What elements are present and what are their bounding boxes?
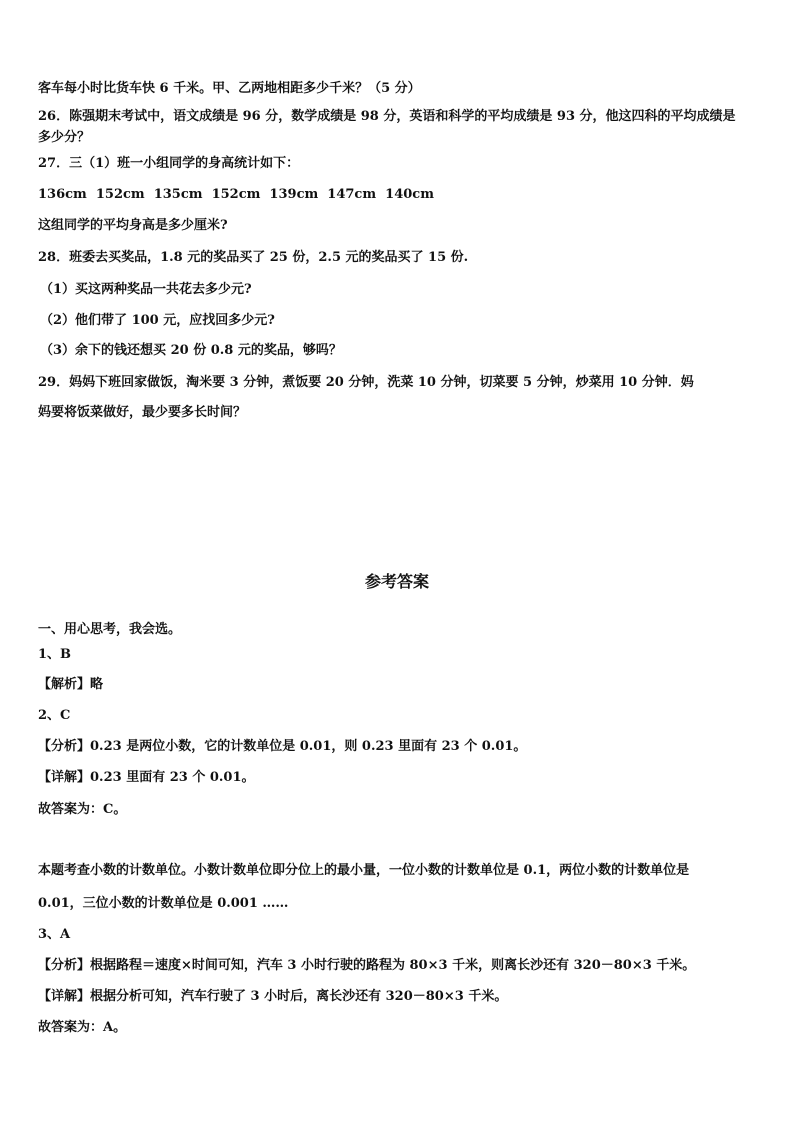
question-29-line-1: 29．妈妈下班回家做饭，淘米要 3 分钟，煮饭要 20 分钟，洗菜 10 分钟，切菜要 5 分钟，炒菜用 10 分钟．妈 [38,375,694,390]
question-25-continuation: 客车每小时比货车快 6 千米。甲、乙两地相距多少千米？（5 分） [38,81,421,96]
question-26-line-2: 多少分？ [38,130,91,145]
question-28-sub-2: （2）他们带了 100 元，应找回多少元? [40,313,275,328]
answers-section-1-heading: 一、用心思考，我会选。 [38,622,182,637]
answer-2-note-line-1: 本题考查小数的计数单位。小数计数单位即分位上的最小量，一位小数的计数单位是 0.1，两位小数的计数单位是 [38,863,690,878]
answer-2-fenxi: 【分析】0.23 是两位小数，它的计数单位是 0.01，则 0.23 里面有 23 个 0.01。 [38,739,527,754]
answer-3-conclusion: 故答案为：A。 [38,1020,127,1035]
answer-2-conclusion: 故答案为：C。 [38,802,127,817]
answer-1-analysis: 【解析】略 [38,677,104,692]
answer-3-fenxi: 【分析】根据路程＝速度×时间可知，汽车 3 小时行驶的路程为 80×3 千米，则离长沙还有 320－80×3 千米。 [38,958,696,973]
answer-2: 2、C [38,708,71,723]
answer-3-xiangjie: 【详解】根据分析可知，汽车行驶了 3 小时后，离长沙还有 320－80×3 千米。 [38,989,508,1004]
answer-2-xiangjie: 【详解】0.23 里面有 23 个 0.01。 [38,770,255,785]
question-27-line-3: 这组同学的平均身高是多少厘米? [38,218,228,233]
question-27-line-1: 27．三（1）班一小组同学的身高统计如下： [38,156,300,171]
question-29-line-2: 妈要将饭菜做好，最少要多长时间？ [38,405,247,420]
answer-2-note-line-2: 0.01，三位小数的计数单位是 0.001 …… [38,896,289,911]
question-26-line-1: 26．陈强期末考试中，语文成绩是 96 分，数学成绩是 98 分，英语和科学的平均成绩是 93 分，他这四科的平均成绩是 [38,109,736,124]
question-27-heights: 136cm 152cm 135cm 152cm 139cm 147cm 140cm [38,187,434,202]
question-28-sub-1: （1）买这两种奖品一共花去多少元? [40,282,252,297]
answer-3: 3、A [38,927,71,942]
question-28-sub-3: （3）余下的钱还想买 20 份 0.8 元的奖品，够吗？ [40,343,342,358]
question-28-line-1: 28．班委去买奖品，1.8 元的奖品买了 25 份，2.5 元的奖品买了 15 份. [38,250,469,265]
answer-1: 1、B [38,647,72,662]
answers-title: 参考答案 [364,572,429,591]
